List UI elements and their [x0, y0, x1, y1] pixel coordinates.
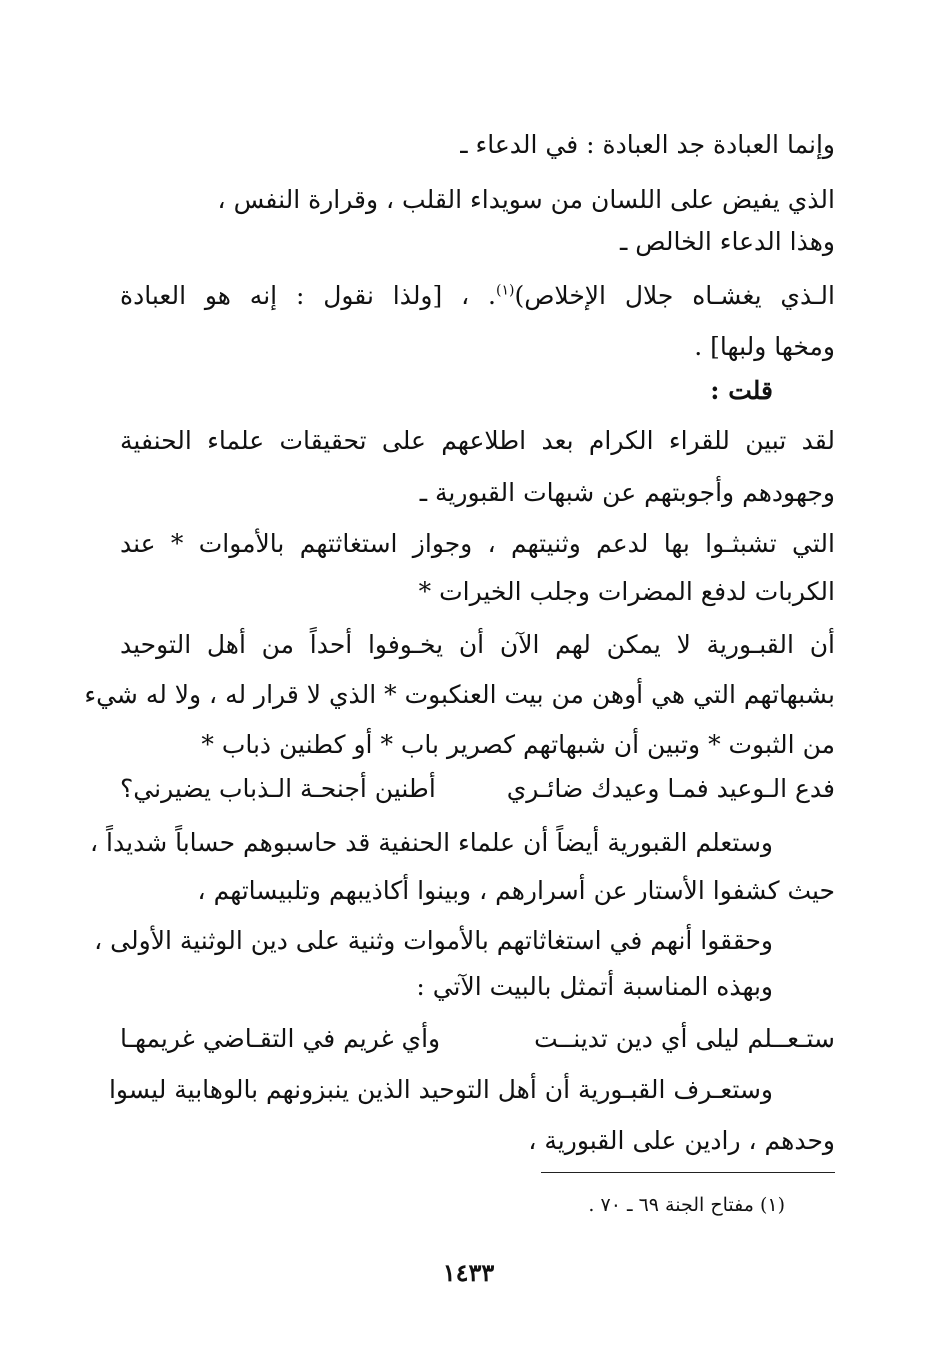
text-line: أن القبـورية لا يمكن لهم الآن أن يخـوفوا أحداً من أهل التوحيد — [120, 630, 835, 659]
text-line: وبهذه المناسبة أتمثل بالبيت الآتي : — [416, 972, 773, 1001]
text-line: وستعلم القبورية أيضاً أن علماء الحنفية قد حاسبوهم حساباً شديداً ، — [90, 828, 773, 857]
page-number: ١٤٣٣ — [442, 1258, 495, 1287]
text-line: وجهودهم وأجوبتهم عن شبهات القبورية ـ — [419, 478, 835, 507]
verse-hemistich-second: وأي غريم في التقـاضي غريمهـا — [120, 1024, 441, 1053]
text-line: وإنما العبادة جد العبادة : في الدعاء ـ — [460, 130, 835, 159]
text-line: وستعـرف القبـورية أن أهل التوحيد الذين ينبزونهم بالوهابية ليسوا — [108, 1075, 773, 1104]
text-line: من الثبوت * وتبين أن شبهاتهم كصرير باب * أو كطنين ذباب * — [201, 730, 835, 759]
text-line: لقد تبين للقراء الكرام بعد اطلاعهم على تحقيقات علماء الحنفية — [120, 426, 835, 455]
footnote-ref: (١) — [495, 282, 515, 299]
text-line-with-footnote-ref — [120, 279, 835, 313]
text-line: ومخها ولبها] . — [694, 332, 835, 361]
section-heading: قلت : — [710, 376, 773, 405]
text-line: الكربات لدفع المضرات وجلب الخيرات * — [418, 577, 835, 606]
text-line: بشبهاتهم التي هي أوهن من بيت العنكبوت * الذي لا قرار له ، ولا له شيء — [84, 680, 835, 709]
footnote: (١) مفتاح الجنة ٦٩ ـ ٧٠ . — [588, 1194, 785, 1216]
text-line: وهذا الدعاء الخالص ـ — [619, 227, 835, 256]
footnote-divider — [541, 1172, 835, 1173]
verse-hemistich-second: أطنين أجنحـة الـذباب يضيرني؟ — [120, 774, 436, 803]
text-segment: . ، [ولذا نقول : إنه هو العبادة — [120, 281, 496, 310]
text-segment: الـذي يغشـاه جلال الإخلاص) — [514, 281, 835, 310]
verse-hemistich-first: فدع الـوعيد فمـا وعيدك ضائـري — [506, 774, 835, 803]
text-line: التي تشبثـوا بها لدعم وثنيتهم ، وجواز استغاثتهم بالأموات * عند — [120, 529, 835, 558]
text-line: وحققوا أنهم في استغاثاتهم بالأموات وثنية على دين الوثنية الأولى ، — [94, 926, 773, 955]
text-line: حيث كشفوا الأستار عن أسرارهم ، وبينوا أكاذيبهم وتلبيساتهم ، — [197, 876, 835, 905]
text-line: الذي يفيض على اللسان من سويداء القلب ، وقرارة النفس ، — [217, 185, 835, 214]
text-line: وحدهم ، رادين على القبورية ، — [528, 1126, 835, 1155]
verse-hemistich-first: ستـعــلم ليلى أي دين تدينــت — [534, 1024, 835, 1053]
